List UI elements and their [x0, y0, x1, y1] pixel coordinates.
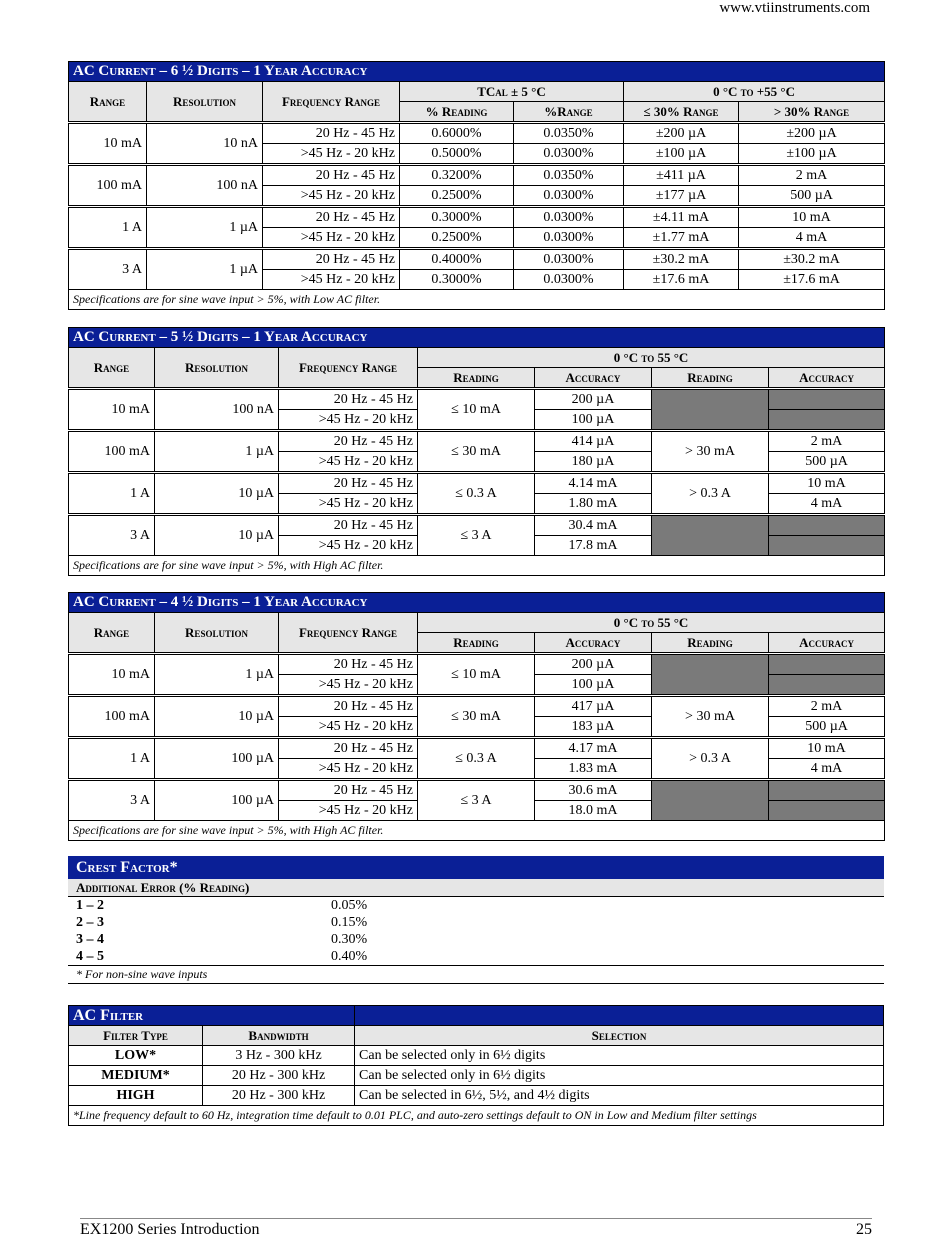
value-cell: ±1.77 mA — [624, 228, 739, 249]
frequency-cell: 20 Hz - 45 Hz — [279, 473, 418, 494]
range-cell: 3 A — [69, 780, 155, 821]
value-cell: 0.6000% — [400, 123, 514, 144]
empty-shaded-cell — [652, 780, 769, 821]
filter-type-cell: HIGH — [69, 1086, 203, 1106]
empty-shaded-cell — [652, 654, 769, 696]
resolution-cell: 10 µA — [155, 473, 279, 515]
value-cell: 0.4000% — [400, 249, 514, 270]
accuracy-cell: 183 µA — [535, 717, 652, 738]
table-row — [69, 207, 885, 228]
col-header-filter-type: Filter Type — [69, 1026, 203, 1046]
frequency-cell: 20 Hz - 45 Hz — [279, 738, 418, 759]
ac-current-5-5-digits-table — [68, 327, 884, 576]
empty-shaded-cell — [769, 536, 885, 556]
col-header-percent-range: %Range — [514, 102, 624, 123]
table-row — [69, 1046, 884, 1066]
resolution-cell: 10 nA — [147, 123, 263, 165]
value-cell: 0.0350% — [514, 165, 624, 186]
empty-shaded-cell — [769, 515, 885, 536]
page-number: 25 — [856, 1221, 872, 1238]
col-header-temp: 0 °C to 55 °C — [418, 348, 885, 368]
empty-shaded-cell — [769, 389, 885, 410]
value-cell: ±30.2 mA — [739, 249, 885, 270]
resolution-cell: 100 µA — [155, 738, 279, 780]
crest-factor-cell: 4 – 5 — [76, 949, 104, 964]
resolution-cell: 10 µA — [155, 696, 279, 738]
value-cell: 0.0300% — [514, 270, 624, 290]
filter-type-cell: LOW* — [69, 1046, 203, 1066]
value-cell: 0.0300% — [514, 186, 624, 207]
resolution-cell: 1 µA — [155, 654, 279, 696]
reading-cell: ≤ 10 mA — [418, 654, 535, 696]
accuracy-cell: 4 mA — [769, 759, 885, 780]
accuracy-cell: 500 µA — [769, 452, 885, 473]
error-cell: 0.15% — [331, 915, 368, 930]
accuracy-cell: 500 µA — [769, 717, 885, 738]
accuracy-cell: 417 µA — [535, 696, 652, 717]
bandwidth-cell: 20 Hz - 300 kHz — [203, 1066, 355, 1086]
range-cell: 1 A — [69, 473, 155, 515]
range-cell: 3 A — [69, 249, 147, 290]
frequency-cell: >45 Hz - 20 kHz — [279, 801, 418, 821]
value-cell: ±100 µA — [624, 144, 739, 165]
value-cell: ±200 µA — [739, 123, 885, 144]
range-cell: 10 mA — [69, 389, 155, 431]
table-row — [69, 654, 885, 675]
empty-shaded-cell — [652, 515, 769, 556]
col-header-bandwidth: Bandwidth — [203, 1026, 355, 1046]
value-cell: ±17.6 mA — [624, 270, 739, 290]
col-header-range: Range — [69, 82, 147, 123]
table-note: * For non-sine wave inputs — [68, 966, 884, 984]
value-cell: ±200 µA — [624, 123, 739, 144]
col-header-accuracy: Accuracy — [535, 368, 652, 389]
col-header-range: Range — [69, 348, 155, 389]
ac-filter-table — [68, 1005, 884, 1126]
frequency-cell: >45 Hz - 20 kHz — [279, 452, 418, 473]
range-cell: 1 A — [69, 738, 155, 780]
col-header-frequency: Frequency Range — [279, 613, 418, 654]
col-header-frequency: Frequency Range — [263, 82, 400, 123]
value-cell: ±4.11 mA — [624, 207, 739, 228]
accuracy-cell: 10 mA — [769, 473, 885, 494]
col-header-selection: Selection — [355, 1026, 884, 1046]
table-note: Specifications are for sine wave input > 5%, with High AC filter. — [69, 821, 885, 841]
accuracy-cell: 17.8 mA — [535, 536, 652, 556]
error-cell: 0.05% — [331, 898, 368, 913]
table-row — [68, 948, 884, 966]
table-row — [69, 738, 885, 759]
frequency-cell: 20 Hz - 45 Hz — [279, 431, 418, 452]
accuracy-cell: 180 µA — [535, 452, 652, 473]
reading-cell: > 0.3 A — [652, 738, 769, 780]
table-row — [69, 696, 885, 717]
frequency-cell: >45 Hz - 20 kHz — [279, 494, 418, 515]
accuracy-cell: 1.80 mA — [535, 494, 652, 515]
frequency-cell: >45 Hz - 20 kHz — [263, 270, 400, 290]
value-cell: 0.0300% — [514, 228, 624, 249]
frequency-cell: >45 Hz - 20 kHz — [263, 228, 400, 249]
resolution-cell: 100 µA — [155, 780, 279, 821]
range-cell: 10 mA — [69, 654, 155, 696]
value-cell: 4 mA — [739, 228, 885, 249]
bandwidth-cell: 3 Hz - 300 kHz — [203, 1046, 355, 1066]
table-row — [69, 780, 885, 801]
value-cell: 0.3000% — [400, 207, 514, 228]
table-title: AC Current – 5 ½ Digits – 1 Year Accuracy — [69, 328, 885, 348]
table-title: Crest Factor* — [68, 856, 884, 879]
ac-current-4-5-digits-table — [68, 592, 884, 841]
reading-cell: > 30 mA — [652, 431, 769, 473]
accuracy-cell: 18.0 mA — [535, 801, 652, 821]
value-cell: ±30.2 mA — [624, 249, 739, 270]
col-header-accuracy: Accuracy — [535, 633, 652, 654]
reading-cell: > 30 mA — [652, 696, 769, 738]
accuracy-cell: 4 mA — [769, 494, 885, 515]
frequency-cell: 20 Hz - 45 Hz — [263, 123, 400, 144]
accuracy-cell: 2 mA — [769, 431, 885, 452]
accuracy-cell: 30.6 mA — [535, 780, 652, 801]
accuracy-cell: 30.4 mA — [535, 515, 652, 536]
table-title: AC Current – 6 ½ Digits – 1 Year Accuracy — [69, 62, 885, 82]
value-cell: ±100 µA — [739, 144, 885, 165]
empty-shaded-cell — [652, 389, 769, 431]
table-row — [69, 515, 885, 536]
range-cell: 1 A — [69, 207, 147, 249]
accuracy-cell: 10 mA — [769, 738, 885, 759]
frequency-cell: 20 Hz - 45 Hz — [279, 389, 418, 410]
frequency-cell: >45 Hz - 20 kHz — [263, 144, 400, 165]
page-footer — [80, 1218, 872, 1239]
empty-shaded-cell — [769, 801, 885, 821]
accuracy-cell: 100 µA — [535, 675, 652, 696]
bandwidth-cell: 20 Hz - 300 kHz — [203, 1086, 355, 1106]
col-header-resolution: Resolution — [155, 348, 279, 389]
value-cell: 10 mA — [739, 207, 885, 228]
col-header-reading: Reading — [418, 368, 535, 389]
reading-cell: ≤ 10 mA — [418, 389, 535, 431]
col-header-percent-reading: % Reading — [400, 102, 514, 123]
frequency-cell: 20 Hz - 45 Hz — [263, 249, 400, 270]
range-cell: 100 mA — [69, 165, 147, 207]
col-header-accuracy: Accuracy — [769, 368, 885, 389]
table-row — [69, 249, 885, 270]
table-row — [69, 473, 885, 494]
value-cell: 0.0300% — [514, 144, 624, 165]
col-header-tcal: TCal ± 5 °C — [400, 82, 624, 102]
frequency-cell: 20 Hz - 45 Hz — [263, 207, 400, 228]
accuracy-cell: 2 mA — [769, 696, 885, 717]
title-band — [355, 1006, 884, 1026]
crest-factor-cell: 2 – 3 — [76, 915, 104, 930]
col-header-reading: Reading — [652, 633, 769, 654]
col-header-resolution: Resolution — [147, 82, 263, 123]
col-header-additional-error: Additional Error (% Reading) — [68, 879, 884, 897]
col-header-resolution: Resolution — [155, 613, 279, 654]
frequency-cell: >45 Hz - 20 kHz — [263, 186, 400, 207]
reading-cell: ≤ 0.3 A — [418, 738, 535, 780]
value-cell: 0.2500% — [400, 186, 514, 207]
table-note: Specifications are for sine wave input > 5%, with Low AC filter. — [69, 290, 885, 310]
frequency-cell: >45 Hz - 20 kHz — [279, 717, 418, 738]
frequency-cell: 20 Hz - 45 Hz — [279, 780, 418, 801]
col-header-accuracy: Accuracy — [769, 633, 885, 654]
reading-cell: ≤ 3 A — [418, 515, 535, 556]
table-note: *Line frequency default to 60 Hz, integration time default to 0.01 PLC, and auto-zero settings default to ON in Low and Medium filter settings — [69, 1106, 884, 1126]
selection-cell: Can be selected only in 6½ digits — [355, 1066, 884, 1086]
table-row — [69, 1066, 884, 1086]
value-cell: ±411 µA — [624, 165, 739, 186]
resolution-cell: 1 µA — [155, 431, 279, 473]
reading-cell: ≤ 0.3 A — [418, 473, 535, 515]
col-header-le30-range: ≤ 30% Range — [624, 102, 739, 123]
value-cell: 0.0300% — [514, 249, 624, 270]
accuracy-cell: 100 µA — [535, 410, 652, 431]
accuracy-cell: 200 µA — [535, 654, 652, 675]
value-cell: 500 µA — [739, 186, 885, 207]
accuracy-cell: 200 µA — [535, 389, 652, 410]
reading-cell: ≤ 3 A — [418, 780, 535, 821]
value-cell: ±177 µA — [624, 186, 739, 207]
table-title: AC Filter — [69, 1006, 355, 1026]
frequency-cell: 20 Hz - 45 Hz — [279, 696, 418, 717]
website-url: www.vtiinstruments.com — [719, 0, 870, 16]
accuracy-cell: 1.83 mA — [535, 759, 652, 780]
frequency-cell: >45 Hz - 20 kHz — [279, 675, 418, 696]
error-cell: 0.30% — [331, 932, 368, 947]
table-row — [68, 931, 884, 948]
value-cell: 0.3200% — [400, 165, 514, 186]
crest-factor-cell: 1 – 2 — [76, 898, 104, 913]
value-cell: 0.2500% — [400, 228, 514, 249]
empty-shaded-cell — [769, 654, 885, 675]
frequency-cell: >45 Hz - 20 kHz — [279, 759, 418, 780]
accuracy-cell: 414 µA — [535, 431, 652, 452]
resolution-cell: 1 µA — [147, 207, 263, 249]
empty-shaded-cell — [769, 410, 885, 431]
frequency-cell: 20 Hz - 45 Hz — [263, 165, 400, 186]
empty-shaded-cell — [769, 675, 885, 696]
resolution-cell: 10 µA — [155, 515, 279, 556]
range-cell: 100 mA — [69, 431, 155, 473]
filter-type-cell: MEDIUM* — [69, 1066, 203, 1086]
resolution-cell: 100 nA — [147, 165, 263, 207]
empty-shaded-cell — [769, 780, 885, 801]
error-cell: 0.40% — [331, 949, 368, 964]
frequency-cell: 20 Hz - 45 Hz — [279, 654, 418, 675]
col-header-temp: 0 °C to +55 °C — [624, 82, 885, 102]
reading-cell: ≤ 30 mA — [418, 431, 535, 473]
table-note: Specifications are for sine wave input > 5%, with High AC filter. — [69, 556, 885, 576]
col-header-frequency: Frequency Range — [279, 348, 418, 389]
table-row — [68, 897, 884, 915]
table-row — [69, 389, 885, 410]
resolution-cell: 100 nA — [155, 389, 279, 431]
resolution-cell: 1 µA — [147, 249, 263, 290]
range-cell: 3 A — [69, 515, 155, 556]
ac-current-6-5-digits-table — [68, 61, 884, 310]
crest-factor-table — [68, 856, 884, 984]
col-header-temp: 0 °C to 55 °C — [418, 613, 885, 633]
accuracy-cell: 4.17 mA — [535, 738, 652, 759]
value-cell: 0.3000% — [400, 270, 514, 290]
frequency-cell: >45 Hz - 20 kHz — [279, 410, 418, 431]
table-row — [69, 431, 885, 452]
value-cell: 2 mA — [739, 165, 885, 186]
reading-cell: ≤ 30 mA — [418, 696, 535, 738]
table-row — [69, 165, 885, 186]
table-title: AC Current – 4 ½ Digits – 1 Year Accuracy — [69, 593, 885, 613]
col-header-range: Range — [69, 613, 155, 654]
table-row — [69, 123, 885, 144]
col-header-reading: Reading — [418, 633, 535, 654]
crest-factor-cell: 3 – 4 — [76, 932, 104, 947]
col-header-gt30-range: > 30% Range — [739, 102, 885, 123]
value-cell: ±17.6 mA — [739, 270, 885, 290]
col-header-reading: Reading — [652, 368, 769, 389]
range-cell: 10 mA — [69, 123, 147, 165]
selection-cell: Can be selected only in 6½ digits — [355, 1046, 884, 1066]
value-cell: 0.0300% — [514, 207, 624, 228]
frequency-cell: 20 Hz - 45 Hz — [279, 515, 418, 536]
table-row — [69, 1086, 884, 1106]
accuracy-cell: 4.14 mA — [535, 473, 652, 494]
selection-cell: Can be selected in 6½, 5½, and 4½ digits — [355, 1086, 884, 1106]
frequency-cell: >45 Hz - 20 kHz — [279, 536, 418, 556]
range-cell: 100 mA — [69, 696, 155, 738]
table-row — [68, 914, 884, 931]
footer-doc-title: EX1200 Series Introduction — [80, 1221, 260, 1238]
value-cell: 0.5000% — [400, 144, 514, 165]
reading-cell: > 0.3 A — [652, 473, 769, 515]
value-cell: 0.0350% — [514, 123, 624, 144]
